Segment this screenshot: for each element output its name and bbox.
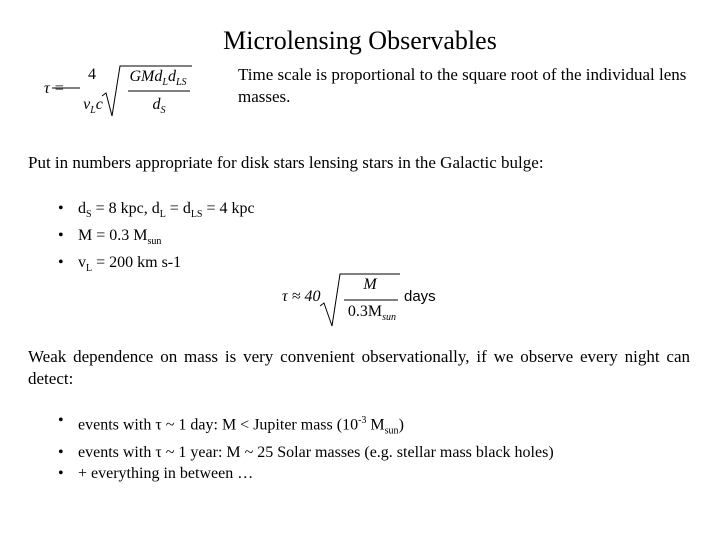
slide-title: Microlensing Observables	[223, 26, 497, 55]
mass-denominator: $0.3M_{sun}$	[347, 303, 397, 324]
intro-text: Put in numbers appropriate for disk stars lensing stars in the Galactic bulge:	[28, 153, 544, 172]
list-item: • events with τ ~ 1 day: M < Jupiter mass ($10^{-3}$ $M_{sun}$)	[56, 410, 554, 442]
coef-numerator: 4	[88, 66, 96, 83]
timescale-estimate-formula	[282, 270, 452, 328]
parameter-list	[56, 198, 255, 280]
list-item: • events with τ ~ 1 year: M ~ 25 Solar masses (e.g. stellar mass black holes)	[56, 442, 554, 463]
mass-numerator: M	[363, 276, 377, 293]
timescale-formula	[44, 60, 194, 118]
tau-symbol: τ =	[44, 80, 65, 97]
radicand-numerator: $GMd_Ld_{LS}$	[129, 68, 187, 89]
list-item: • $d_S = 8$ kpc, $d_L = d_{LS} = 4$ kpc	[56, 198, 255, 225]
list-item: • + everything in between …	[56, 463, 554, 484]
tau-approx: τ ≈ 40	[282, 288, 321, 305]
coef-denominator: $v_Lc$	[83, 96, 103, 117]
days-unit: days	[404, 288, 436, 305]
radicand-denominator: $d_S$	[152, 96, 166, 117]
list-item: • M = 0.3 $M_{sun}$	[56, 225, 255, 252]
list-item: • $v_L = 200$ km s-1	[56, 252, 255, 279]
timescale-note: Time scale is proportional to the square root of the individual lens masses.	[238, 65, 687, 106]
event-list	[56, 410, 554, 484]
weak-dependence-text: Weak dependence on mass is very convenient observationally, if we observe every night can detect:	[28, 347, 690, 388]
